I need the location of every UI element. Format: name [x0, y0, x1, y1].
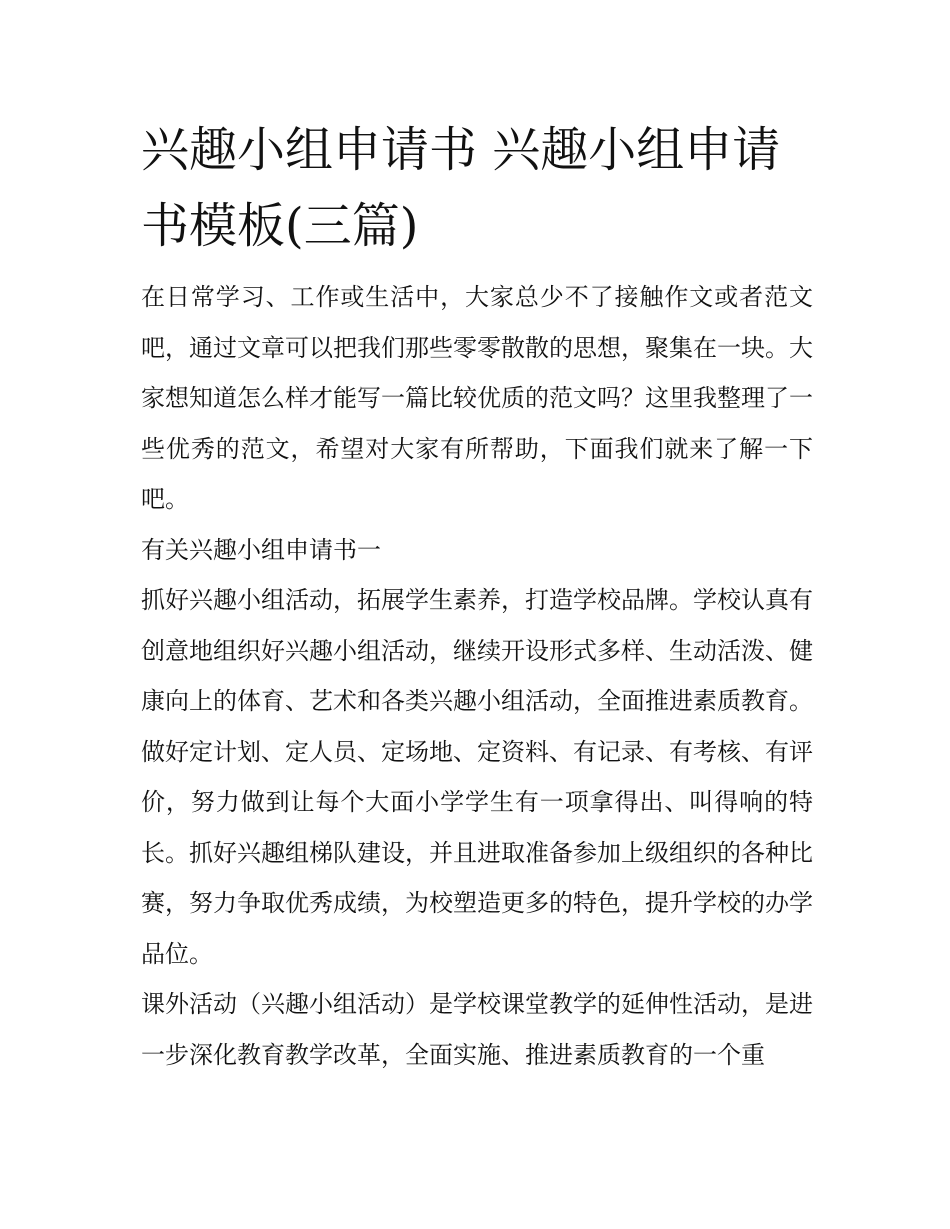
- body-paragraph-1: 抓好兴趣小组活动，拓展学生素养，打造学校品牌。学校认真有创意地组织好兴趣小组活动，继续开设形式多样、生动活泼、健康向上的体育、艺术和各类兴趣小组活动，全面推进素质教育。做好定计划、定人员、定场地、定资料、有记录、有考核、有评价，努力做到让每个大面小学学生有一项拿得出、叫得响的特长。抓好兴趣组梯队建设，并且进取准备参加上级组织的各种比赛，努力争取优秀成绩，为校塑造更多的特色，提升学校的办学品位。: [141, 586, 813, 968]
- body-paragraph-2: 课外活动（兴趣小组活动）是学校课堂教学的延伸性活动，是进一步深化教育教学改革，全面实施、推进素质教育的一个重: [141, 990, 813, 1069]
- intro-paragraph: 在日常学习、工作或生活中，大家总少不了接触作文或者范文吧，通过文章可以把我们那些零零散散的思想，聚集在一块。大家想知道怎么样才能写一篇比较优质的范文吗？这里我整理了一些优秀的范文，希望对大家有所帮助，下面我们就来了解一下吧。: [141, 283, 813, 513]
- document-body: [141, 112, 813, 1080]
- section-heading: 有关兴趣小组申请书一: [141, 535, 381, 564]
- document-title: 兴趣小组申请书 兴趣小组申请书模板(三篇): [141, 122, 781, 254]
